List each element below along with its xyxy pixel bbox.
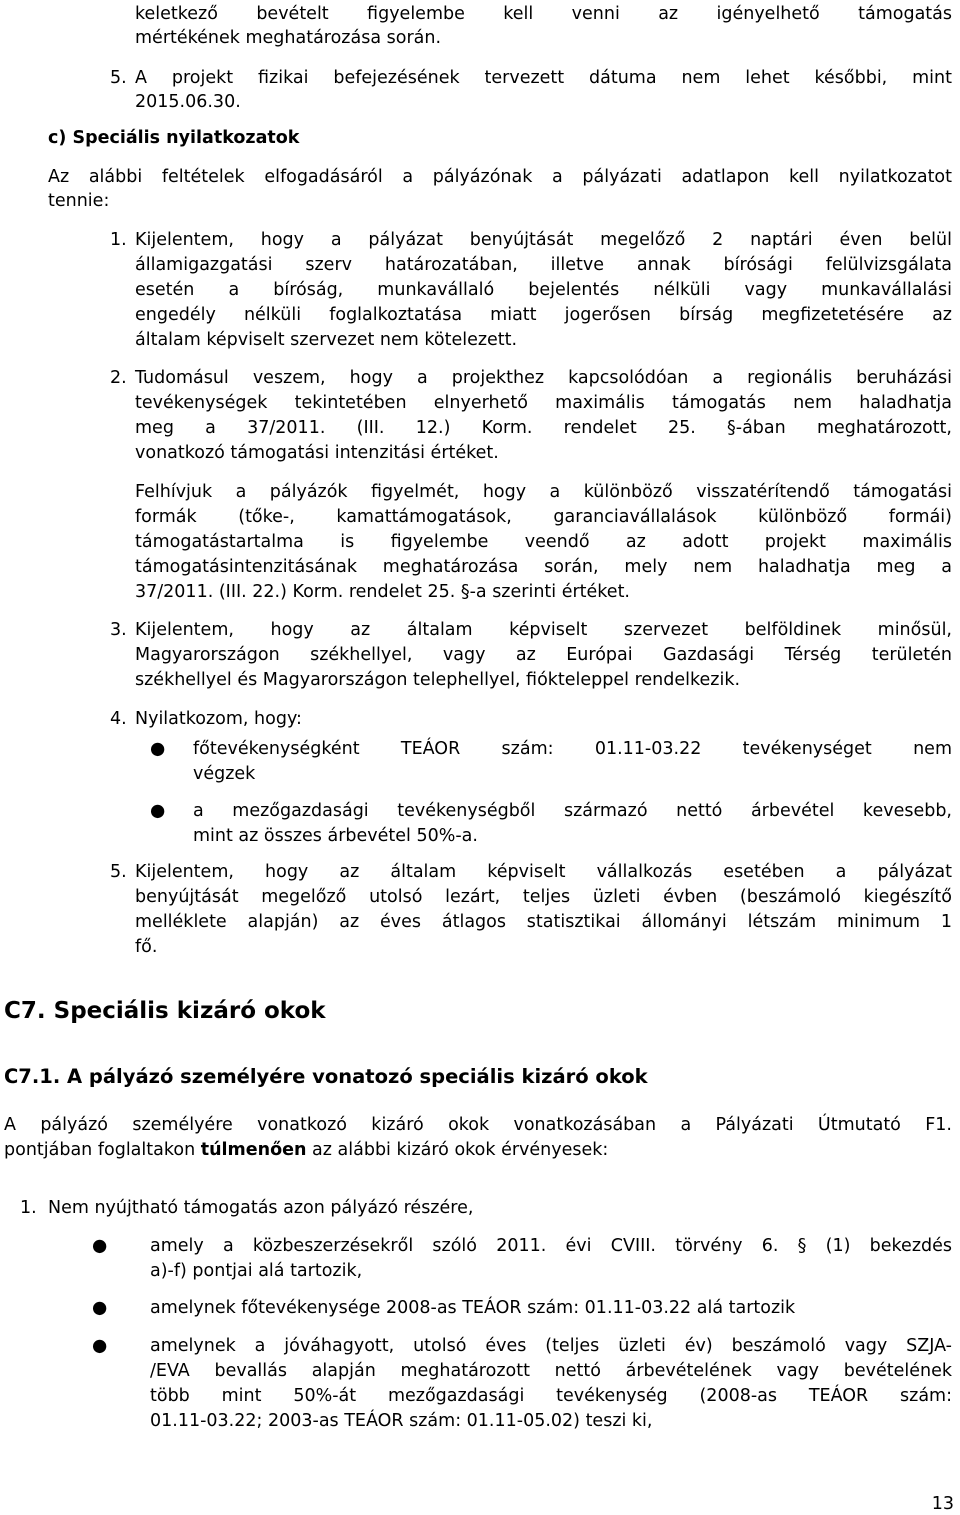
bullet-icon: ● (92, 1236, 108, 1256)
section-intro-line-1: Az alábbi feltételek elfogadásáról a pályázónak a pályázati adatlapon kell nyilatkozatot (48, 167, 952, 187)
list-item-number: 5. (110, 68, 127, 88)
declaration-number: 4. (110, 709, 127, 729)
declaration-text-line: Kijelentem, hogy a pályázat benyújtását megelőző 2 naptári éven belül (135, 230, 952, 250)
declaration-note-line: Felhívjuk a pályázók figyelmét, hogy a különböző visszatérítendő támogatási (135, 482, 952, 502)
declaration-note-line: támogatástartalma is figyelembe veendő az adott projekt maximális (135, 532, 952, 552)
bullet-text-line: végzek (193, 764, 256, 784)
declaration-number: 3. (110, 620, 127, 640)
bullet-text-line: a)-f) pontjai alá tartozik, (150, 1261, 363, 1281)
declaration-text-line: államigazgatási szerv határozatában, illetve annak bírósági felülvizsgálata (135, 255, 952, 275)
intro-continuation-line-2: mértékének meghatározása során. (135, 28, 442, 48)
c7-1-intro-text: az alábbi kizáró okok érvényesek: (306, 1140, 609, 1160)
bullet-text-line: főtevékenységként TEÁOR szám: 01.11-03.22 tevékenységet nem (193, 739, 952, 759)
page-number: 13 (931, 1494, 954, 1514)
declaration-text-line: Nyilatkozom, hogy: (135, 709, 302, 729)
section-intro-line-2: tennie: (48, 191, 110, 211)
declaration-number: 2. (110, 368, 127, 388)
section-heading-c7-1: C7.1. A pályázó személyére vonatozó speciális kizáró okok (4, 1065, 648, 1088)
declaration-text-line: tevékenységek tekintetében elnyerhető maximális támogatás nem haladhatja (135, 393, 952, 413)
declaration-text-line: székhellyel és Magyarországon telephellyel, fiókteleppel rendelkezik. (135, 670, 741, 690)
c7-1-intro-line-2 (4, 1138, 952, 1163)
declaration-text-line: vonatkozó támogatási intenzitási értéket. (135, 443, 499, 463)
declaration-number: 1. (110, 230, 127, 250)
c7-1-intro-line-1: A pályázó személyére vonatkozó kizáró okok vonatkozásában a Pályázati Útmutató F1. (4, 1115, 952, 1135)
declaration-text-line: fő. (135, 937, 158, 957)
exclusion-number: 1. (20, 1198, 37, 1218)
bullet-icon: ● (150, 801, 166, 821)
bullet-text-line: amely a közbeszerzésekről szóló 2011. évi CVIII. törvény 6. § (1) bekezdés (150, 1236, 952, 1256)
declaration-text-line: benyújtását megelőző utolsó lezárt, teljes üzleti évben (beszámoló kiegészítő (135, 887, 952, 907)
bullet-text-line: amelynek főtevékenysége 2008-as TEÁOR szám: 01.11-03.22 alá tartozik (150, 1298, 796, 1318)
c7-1-intro-emphasis: túlmenően (200, 1140, 307, 1160)
bullet-icon: ● (150, 739, 166, 759)
declaration-text-line: esetén a bíróság, munkavállaló bejelentés nélküli vagy munkavállalási (135, 280, 952, 300)
bullet-text-line: a mezőgazdasági tevékenységből származó nettó árbevétel kevesebb, (193, 801, 952, 821)
declaration-text-line: melléklete alapján) az éves átlagos statisztikai állományi létszám minimum 1 (135, 912, 952, 932)
bullet-text-line: 01.11-03.22; 2003-as TEÁOR szám: 01.11-05.02) teszi ki, (150, 1411, 653, 1431)
declaration-note-line: formák (tőke-, kamattámogatások, garanciavállalások különböző formái) (135, 507, 952, 527)
bullet-text-line: amelynek a jóváhagyott, utolsó éves (teljes üzleti év) beszámoló vagy SZJA- (150, 1336, 952, 1356)
exclusion-lead-text: Nem nyújtható támogatás azon pályázó részére, (48, 1198, 474, 1218)
list-item-text-line: 2015.06.30. (135, 92, 241, 112)
declaration-note-line: támogatásintenzitásának meghatározása során, mely nem haladhatja meg a (135, 557, 952, 577)
c7-1-intro-text: pontjában foglaltakon (4, 1140, 201, 1160)
declaration-number: 5. (110, 862, 127, 882)
bullet-icon: ● (92, 1336, 108, 1356)
list-item-text-line: A projekt fizikai befejezésének tervezett dátuma nem lehet későbbi, mint (135, 68, 952, 88)
declaration-text-line: meg a 37/2011. (III. 12.) Korm. rendelet 25. §-ában meghatározott, (135, 418, 952, 438)
declaration-note-line: 37/2011. (III. 22.) Korm. rendelet 25. §-a szerinti értéket. (135, 582, 630, 602)
section-heading-c7: C7. Speciális kizáró okok (4, 998, 326, 1024)
declaration-text-line: Tudomásul veszem, hogy a projekthez kapcsolódóan a regionális beruházási (135, 368, 952, 388)
bullet-text-line: /EVA bevallás alapján meghatározott nettó árbevételének vagy bevételének (150, 1361, 952, 1381)
declaration-text-line: Kijelentem, hogy az általam képviselt vállalkozás esetében a pályázat (135, 862, 952, 882)
declaration-text-line: Magyarországon székhellyel, vagy az Európai Gazdasági Térség területén (135, 645, 952, 665)
declaration-text-line: általam képviselt szervezet nem kötelezett. (135, 330, 518, 350)
bullet-text-line: több mint 50%-át mezőgazdasági tevékenység (2008-as TEÁOR szám: (150, 1386, 952, 1406)
section-heading: c) Speciális nyilatkozatok (48, 128, 300, 148)
bullet-text-line: mint az összes árbevétel 50%-a. (193, 826, 478, 846)
declaration-text-line: Kijelentem, hogy az általam képviselt szervezet belföldinek minősül, (135, 620, 952, 640)
declaration-text-line: engedély nélküli foglalkoztatása miatt jogerősen bírság megfizetetésére az (135, 305, 952, 325)
bullet-icon: ● (92, 1298, 108, 1318)
intro-continuation-line-1: keletkező bevételt figyelembe kell venni az igényelhető támogatás (135, 4, 952, 24)
